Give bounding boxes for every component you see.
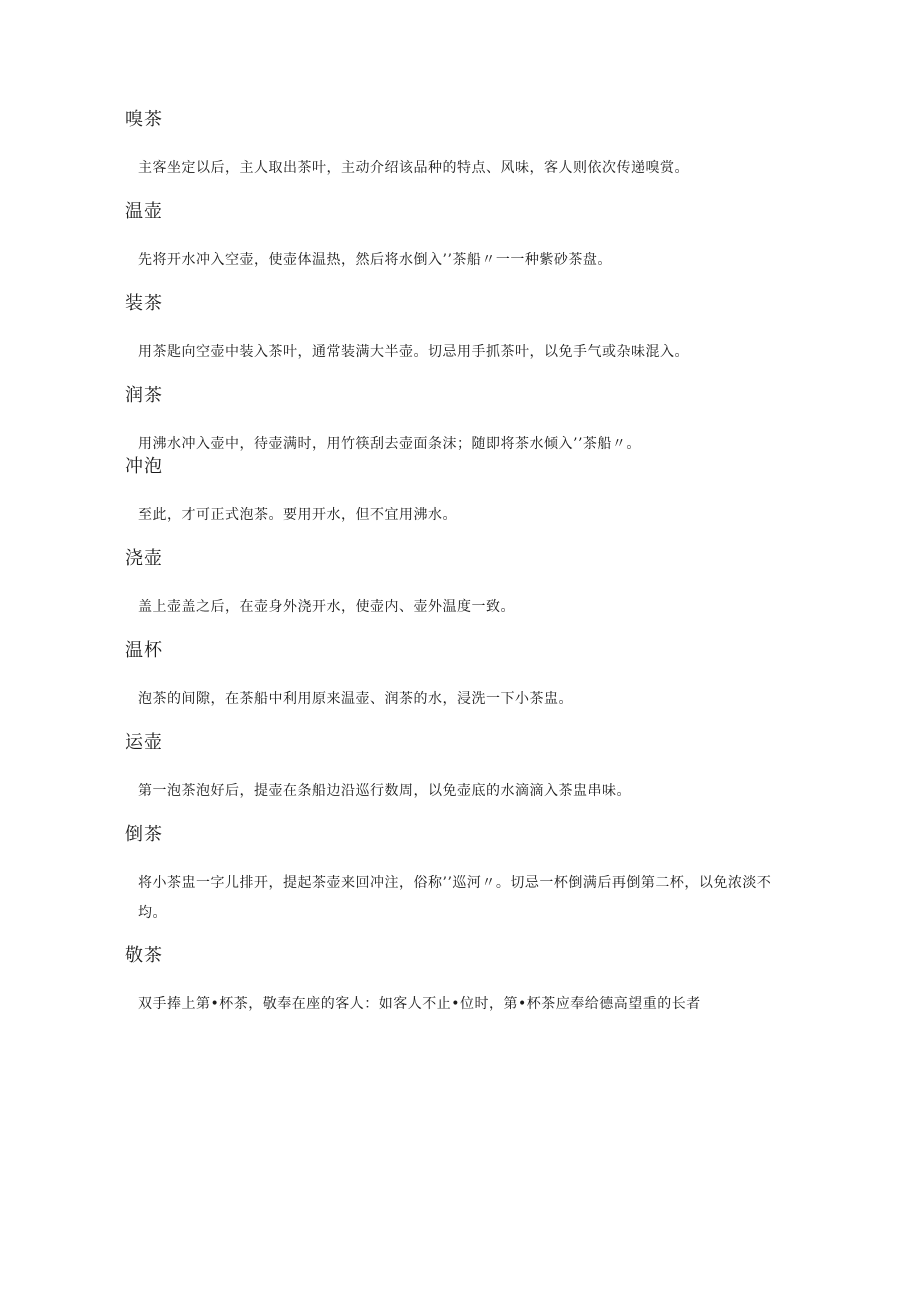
section-body: 双手捧上第•杯茶，敬奉在座的客人：如客人不止•位时，第•杯茶应奉给德高望重的长者 [138, 996, 701, 1012]
section-circle-pot [125, 732, 795, 806]
section-pour-tea [125, 824, 795, 928]
section-heading: 冲泡 [125, 456, 163, 477]
section-body: 第一泡茶泡好后，提壶在条船边沿巡行数周，以免壶底的水滴滴入茶盅串味。 [138, 783, 631, 799]
section-body: 先将开水冲入空壶，使壶体温热，然后将水倒入’’茶船〃一一种紫砂茶盘。 [138, 252, 612, 268]
section-rinse-tea [125, 385, 795, 459]
section-heading: 嗅茶 [125, 109, 163, 130]
section-heading: 润茶 [125, 385, 163, 406]
section-heading: 装茶 [125, 293, 163, 314]
section-heading: 浇壶 [125, 548, 163, 569]
section-load-tea [125, 293, 795, 367]
section-body: 盖上壶盖之后，在壶身外浇开水，使壶内、壶外温度一致。 [138, 599, 515, 615]
section-body: 主客坐定以后，主人取出茶叶，主动介绍该品种的特点、风味，客人则依次传递嗅赏。 [138, 160, 689, 176]
section-heading: 敬茶 [125, 945, 163, 966]
section-warm-pot [125, 201, 795, 275]
section-body: 至此，才可正式泡茶。要用开水，但不宜用沸水。 [138, 507, 457, 523]
section-body: 泡茶的间隙，在茶船中利用原来温壶、润茶的水，浸洗一下小茶盅。 [138, 691, 573, 707]
section-sniff-tea [125, 109, 795, 183]
section-serve-tea [125, 945, 795, 1019]
section-pour-over-pot [125, 548, 795, 622]
section-body: 将小茶盅一字儿排开，提起茶壶来回冲注，俗称’’巡河〃。切忌一杯倒满后再倒第二杯，以免浓淡不均。 [138, 875, 772, 921]
section-warm-cups [125, 640, 795, 714]
section-heading: 温壶 [125, 201, 163, 222]
section-body: 用沸水冲入壶中，待壶满时，用竹筷刮去壶面条沫；随即将茶水倾入’’茶船〃。 [138, 436, 641, 452]
section-heading: 运壶 [125, 732, 163, 753]
section-brew [125, 456, 795, 530]
section-body: 用茶匙向空壶中装入茶叶，通常装满大半壶。切忌用手抓茶叶，以免手气或杂味混入。 [138, 344, 689, 360]
section-heading: 倒茶 [125, 824, 163, 845]
section-heading: 温杯 [125, 640, 163, 661]
